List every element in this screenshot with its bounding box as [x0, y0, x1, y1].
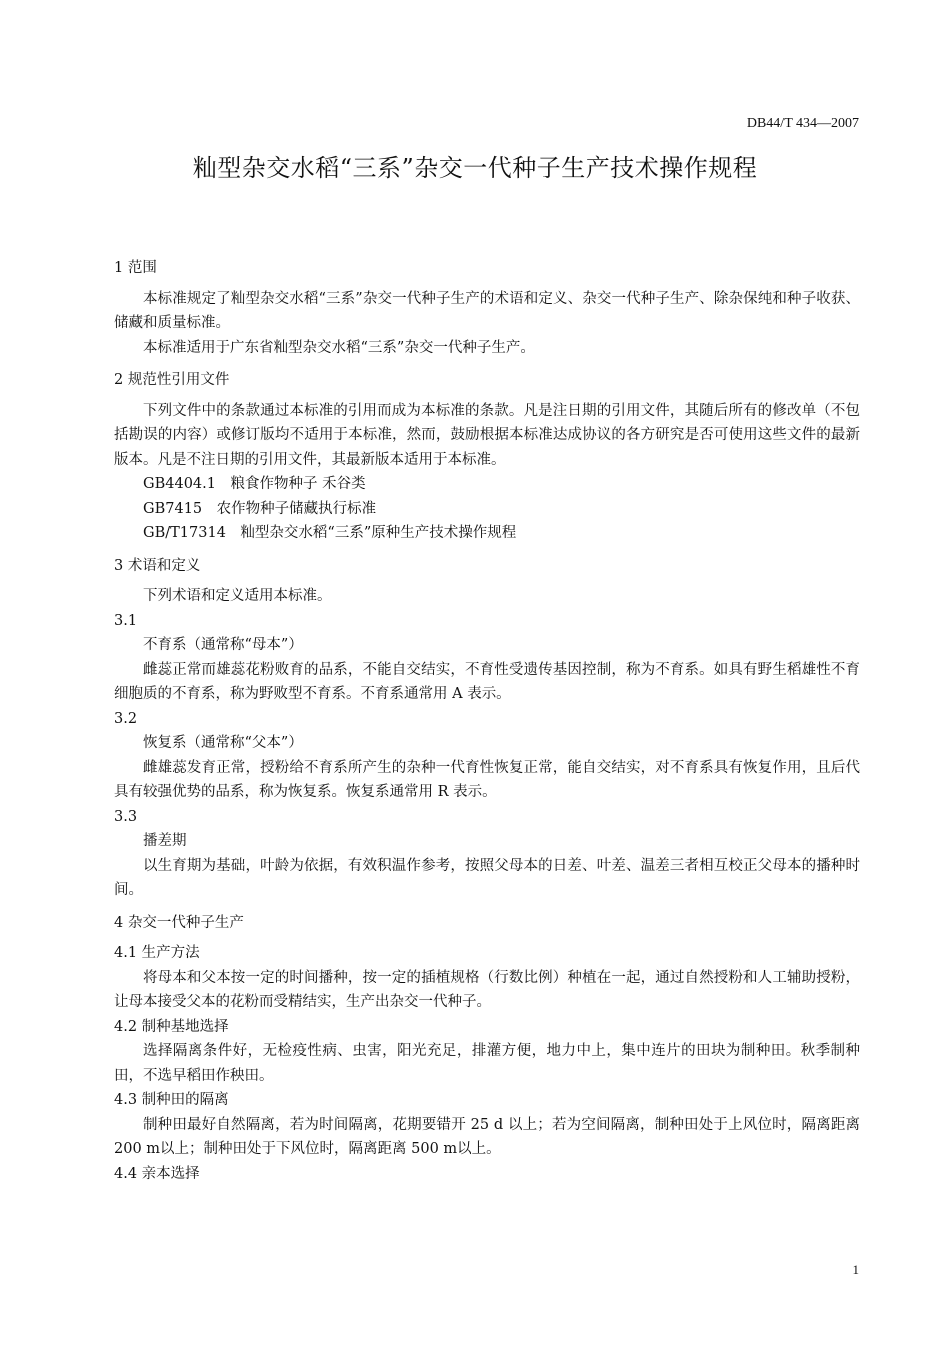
paragraph: 本标准规定了籼型杂交水稻“三系”杂交一代种子生产的术语和定义、杂交一代种子生产、除杂保纯和种子收获、储藏和质量标准。 — [114, 290, 860, 331]
section-heading-scope: 1 范围 — [114, 260, 157, 276]
paragraph: 选择隔离条件好，无检疫性病、虫害，阳光充足，排灌方便，地力中上，集中连片的田块为制种田。秋季制种田，不选早稻田作秧田。 — [114, 1043, 860, 1084]
reference-item: GB7415 农作物种子储藏执行标准 — [143, 500, 377, 517]
term-name: 恢复系（通常称“父本”） — [143, 735, 303, 751]
subsection-heading: 4.2 制种基地选择 — [114, 1018, 229, 1035]
term-definition: 以生育期为基础，叶龄为依据，有效积温作参考，按照父母本的日差、叶差、温差三者相互校正父母本的播种时间。 — [114, 857, 860, 898]
subsection-heading: 4.4 亲本选择 — [114, 1165, 200, 1182]
term-definition: 雌雄蕊发育正常，授粉给不育系所产生的杂种一代育性恢复正常，能自交结实，对不育系具有恢复作用，且后代具有较强优势的品系，称为恢复系。恢复系通常用 R 表示。 — [114, 759, 860, 800]
paragraph: 本标准适用于广东省籼型杂交水稻“三系”杂交一代种子生产。 — [143, 339, 535, 356]
term-number: 3.3 — [114, 808, 138, 825]
paragraph: 将母本和父本按一定的时间播种，按一定的插植规格（行数比例）种植在一起，通过自然授粉和人工辅助授粉，让母本接受父本的花粉而受精结实，生产出杂交一代种子。 — [114, 969, 860, 1010]
page-number: 1 — [852, 1262, 859, 1277]
document-title: 籼型杂交水稻“三系”杂交一代种子生产技术操作规程 — [192, 154, 758, 182]
term-name: 不育系（通常称“母本”） — [143, 637, 303, 653]
term-number: 3.2 — [114, 710, 138, 727]
standard-number: DB44/T 434—2007 — [746, 116, 859, 131]
subsection-heading: 4.3 制种田的隔离 — [114, 1092, 229, 1108]
section-heading-production: 4 杂交一代种子生产 — [114, 914, 244, 931]
section-heading-references: 2 规范性引用文件 — [114, 372, 230, 388]
term-number: 3.1 — [114, 612, 138, 629]
document-body — [114, 256, 860, 1186]
reference-item: GB/T17314 籼型杂交水稻“三系”原种生产技术操作规程 — [143, 525, 517, 541]
reference-item: GB4404.1 粮食作物种子 禾谷类 — [143, 476, 366, 492]
term-definition: 雌蕊正常而雄蕊花粉败育的品系，不能自交结实，不育性受遗传基因控制，称为不育系。如具有野生稻雄性不育细胞质的不育系，称为野败型不育系。不育系通常用 A 表示。 — [114, 661, 860, 702]
subsection-heading: 4.1 生产方法 — [114, 945, 200, 961]
term-name: 播差期 — [143, 833, 187, 849]
paragraph: 制种田最好自然隔离，若为时间隔离，花期要错开 25 d 以上；若为空间隔离，制种田处于上风位时，隔离距离 200 m以上；制种田处于下风位时，隔离距离 500 m以上。 — [114, 1116, 860, 1157]
paragraph: 下列文件中的条款通过本标准的引用而成为本标准的条款。凡是注日期的引用文件，其随后所有的修改单（不包括勘误的内容）或修订版均不适用于本标准，然而，鼓励根据本标准达成协议的各方研究是否可使用这些文件的最新版本。凡是不注日期的引用文件，其最新版本适用于本标准。 — [114, 402, 860, 468]
section-heading-terms: 3 术语和定义 — [114, 557, 201, 574]
paragraph: 下列术语和定义适用本标准。 — [143, 588, 332, 604]
